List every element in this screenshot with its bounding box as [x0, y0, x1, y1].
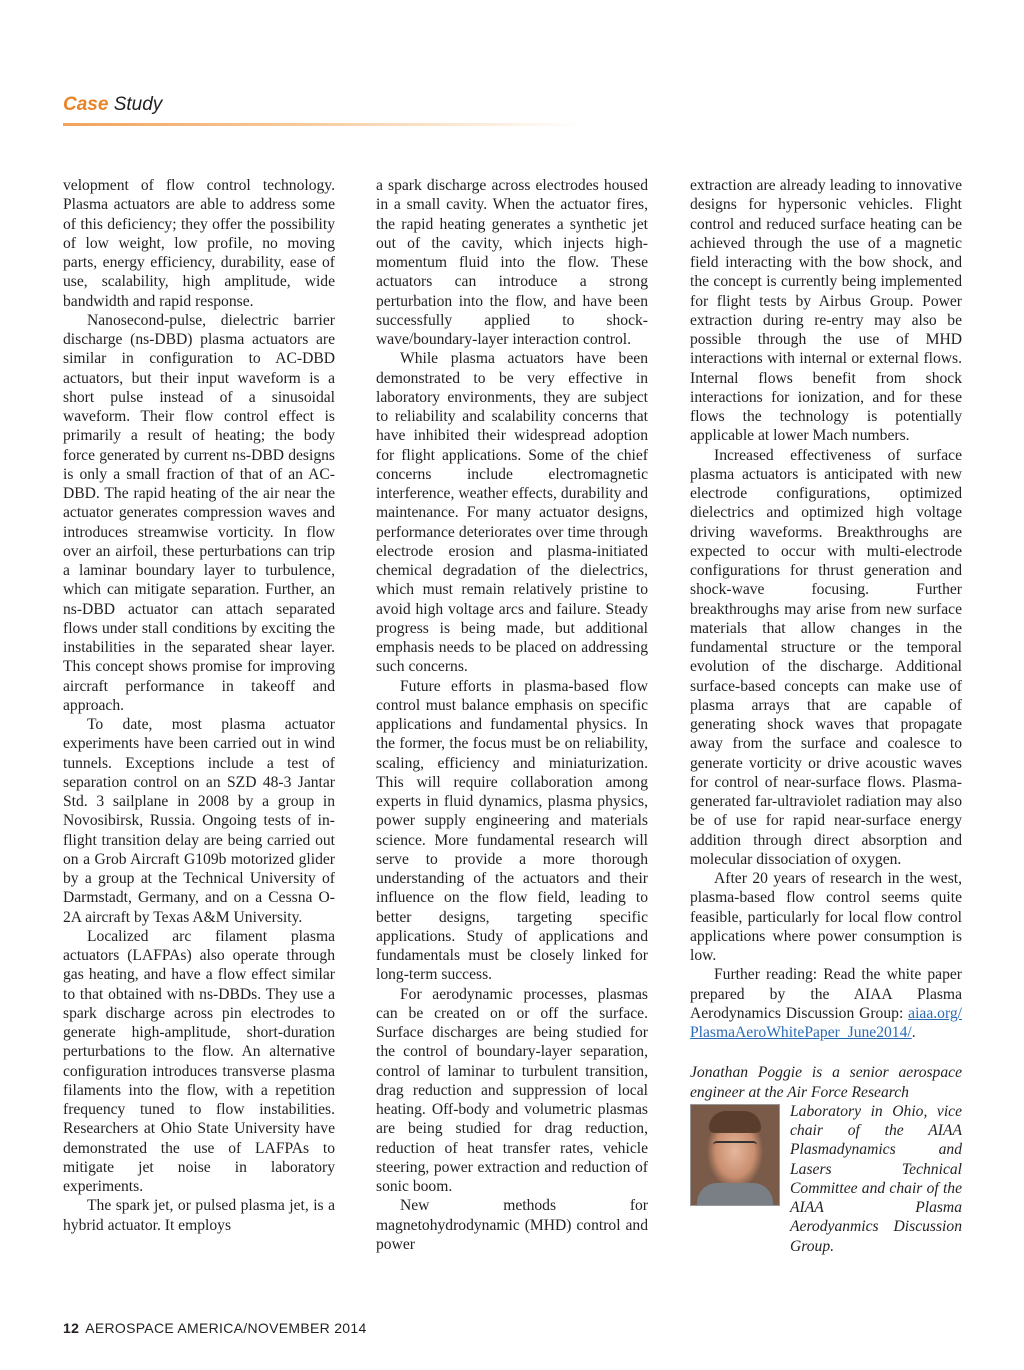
- paragraph: Increased effectiveness of surface plasma actuators is anticipated with new electrode configurations, optimized dielectrics and optimized high voltage driving waveforms. Breakthroughs are expected to occur with multi-electrode configurations for thrust generation and shock-wave focusing. Further breakthroughs may arise from new surface materials that allow changes in the fundamental structure or the temporal evolution of the discharge. Additional surface-based concepts can make use of plasma arrays that are capable of generating shock waves that propagate away from the surface and coalesce to generate vorticity or drive acoustic waves for control of near-surface flows. Plasma-generated far-ultraviolet radiation may also be of use for rapid near-surface energy addition through direct absorption and molecular dissociation of oxygen.: [690, 446, 962, 868]
- paragraph: To date, most plasma actuator experiments have been carried out in wind tunnels. Exceptions include a test of separation control on an SZD 48-3 Jantar Std. 3 sailplane in 2008 by a group in Novosibirsk, Russia. Ongoing tests of in-flight transition delay are being carried out on a Grob Aircraft G109b motorized glider by a group at the Technical University of Darmstadt, Germany, and on a Cessna O-2A aircraft by Texas A&M University.: [63, 716, 335, 926]
- section-header: [63, 94, 162, 116]
- header-rule: [63, 123, 583, 126]
- author-photo: [690, 1104, 780, 1206]
- paragraph: Localized arc filament plasma actuators (LAFPAs) also operate through gas heating, and have a flow effect similar to that obtained with ns-DBDs. They use a spark discharge across pin electrodes to generate high-amplitude, short-duration perturbations to the flow. An alternative configuration introduces transverse plasma filaments into the flow, with a repetition frequency tuned to flow instabilities. Researchers at Ohio State University have demonstrated the use of LAFPAs to mitigate jet noise in laboratory experiments.: [63, 927, 335, 1195]
- paragraph: a spark discharge across electrodes housed in a small cavity. When the actuator fires, the rapid heating generates a synthetic jet out of the cavity, which injects high-momentum fluid into the flow. These actuators can introduce a strong perturbation into the flow, and have been successfully applied to shock-wave/boundary-layer interaction control.: [376, 177, 648, 348]
- further-reading: [690, 965, 962, 1042]
- further-reading-text: Further reading: Read the white paper prepared by the AIAA Plasma Aerodynamics Discussion Group:: [690, 966, 962, 1022]
- page-number: 12: [63, 1320, 80, 1336]
- author-bio-lead: Jonathan Poggie is a senior aerospace engineer at the Air Force Research: [690, 1064, 962, 1101]
- paragraph: New methods for magnetohydrodynamic (MHD) control and power: [376, 1197, 648, 1253]
- paragraph: Future efforts in plasma-based flow control must balance emphasis on specific applications and fundamental physics. In the former, the focus must be on reliability, scaling, efficiency and miniaturization. This will require collaboration among experts in fluid dynamics, plasma physics, power supply engineering and materials science. More fundamental research will serve to provide a more thorough understanding of the actuators and their influence on the flow field, leading to better designs, targeting specific applications. Study of applications and fundamentals must be closely linked for long-term success.: [376, 677, 648, 984]
- author-bio-rest: Laboratory in Ohio, vice chair of the AIAA Plasmadynamics and Lasers Technical Committee and chair of the AIAA Plasma Aerodyanmics Discussion Group.: [790, 1102, 962, 1255]
- column-1: [63, 176, 335, 1235]
- paragraph: extraction are already leading to innovative designs for hypersonic vehicles. Flight control and reduced surface heating can be achieved through the use of a magnetic field interacting with the bow shock, and the concept is currently being implemented for flight tests by Airbus Group. Power extraction during re-entry may also be possible through the use of MHD interactions with internal or external flows. Internal flows benefit from shock interactions for ionization, and for these flows the technology is potentially applicable at lower Mach numbers.: [690, 177, 962, 445]
- paragraph: Nanosecond-pulse, dielectric barrier discharge (ns-DBD) plasma actuators are similar in configuration to AC-DBD actuators, but their input waveform is a short pulse instead of a sinusoidal waveform. Their flow control effect is primarily a result of heating; the body force generated by current ns-DBD designs is only a small fraction of that of an AC-DBD. The rapid heating of the air near the actuator generates compression waves and introduces streamwise vorticity. In flow over an airfoil, these perturbations can trip a laminar boundary layer to turbulence, which can mitigate separation. Further, an ns-DBD actuator can attach separated flows under stall conditions by exciting the instabilities in the separated shear layer. This concept shows promise for improving aircraft performance in takeoff and approach.: [63, 311, 335, 714]
- author-bio: [690, 1063, 962, 1256]
- column-2: [376, 176, 648, 1254]
- section-title: Study: [113, 94, 163, 115]
- paragraph: While plasma actuators have been demonstrated to be very effective in laboratory environments, they are subject to reliability and scalability concerns that have inhibited their widespread adoption for flight applications. Some of the chief concerns include electromagnetic interference, weather effects, durability and maintenance. For many actuator designs, performance deteriorates over time through electrode erosion and plasma-initiated chemical degradation of the dielectrics, which must remain relatively pristine to avoid high voltage arcs and failure. Steady progress is being made, but additional emphasis needs to be placed on addressing such concerns.: [376, 350, 648, 676]
- paragraph: After 20 years of research in the west, plasma-based flow control seems quite feasible, particularly for local flow control applications where power consumption is low.: [690, 870, 962, 964]
- paragraph: The spark jet, or pulsed plasma jet, is a hybrid actuator. It employs: [63, 1197, 335, 1234]
- page-footer: [63, 1320, 367, 1336]
- white-paper-link[interactable]: aiaa.org/PlasmaAeroWhitePaper_June2014/: [690, 1004, 962, 1041]
- section-label: Case: [63, 94, 109, 115]
- link-period: .: [911, 1024, 916, 1041]
- paragraph: For aerodynamic processes, plasmas can be created on or off the surface. Surface discharges are being studied for the control of boundary-layer separation, control of laminar to turbulent transition, drag reduction and suppression of local heating. Off-body and volumetric plasmas are being studied for drag reduction, reduction of heat transfer rates, vehicle steering, power extraction and reduction of sonic boom.: [376, 985, 648, 1195]
- magazine-issue: AEROSPACE AMERICA/NOVEMBER 2014: [85, 1320, 367, 1336]
- column-3: [690, 176, 962, 1256]
- paragraph: velopment of flow control technology. Plasma actuators are able to address some of this deficiency; they offer the possibility of low weight, low profile, no moving parts, energy efficiency, durability, ease of use, scalability, high amplitude, wide bandwidth and rapid response.: [63, 177, 335, 310]
